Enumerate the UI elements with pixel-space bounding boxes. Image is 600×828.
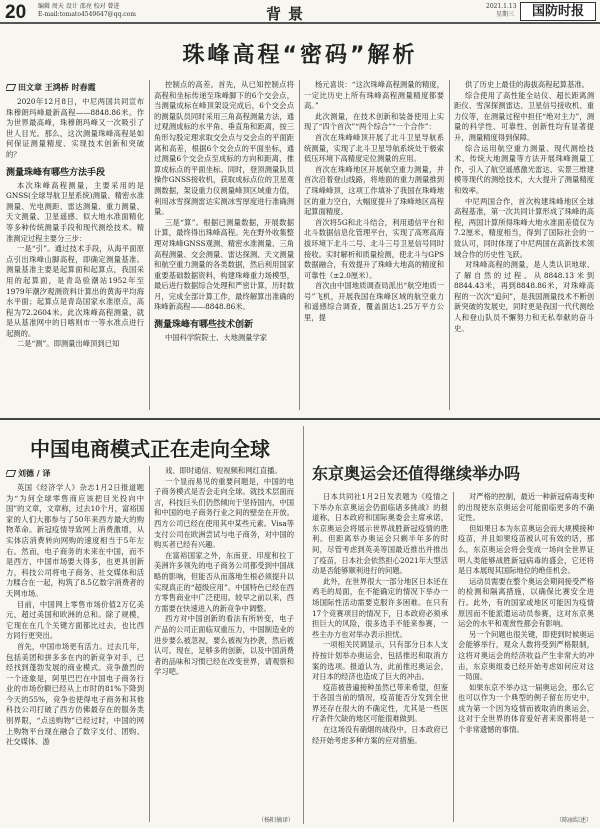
article1-column-2	[154, 80, 294, 412]
paragraph: 在这场没有硝烟的战役中，日本政府已经开始考虑多种方案的应对措施。	[312, 725, 448, 745]
column-divider	[449, 80, 450, 410]
article3-column-2	[458, 492, 594, 814]
paragraph: 另一个问题也很关键，即使到时候奥运会能够举行，观众人数将受到严格限制，这将对奥运会的经济收益产生非常大的冲击，东京奥组委已经开始考虑如何应对这一局面。	[458, 629, 594, 682]
pencil-icon	[6, 84, 16, 91]
paragraph: 2020年12月8日，中尼两国共同宣布珠穆朗玛峰最新高程——8848.86米。作为世界最高峰，珠穆朗玛峰又一次吸引了世人目光。那么，这次测量珠峰高程是如何保证测量精度、实现技术创新和突破的？	[6, 97, 144, 159]
article3-title: 东京奥运会还值得继续举办吗	[312, 464, 521, 483]
paragraph: 首次由中国地质调查局派出“航空地质一号”飞机，开展我国在珠峰区域的航空重力和遥感综合调查，覆盖面达1.25万平方公里，提	[304, 281, 444, 323]
paragraph: 综合运用航空重力测量、现代测绘技术、传统大地测量等方法开展珠峰测量工作，引入了航空遥感激光雷达、实景三维建模等现代的测绘技术，大大提升了测量精度和效率。	[454, 143, 594, 195]
newspaper-logo: 国防时报	[520, 2, 596, 21]
article1-column-4	[454, 80, 594, 412]
section-divider	[0, 418, 600, 420]
subheading: 测量珠峰有哪些方法手段	[6, 167, 106, 178]
paragraph: 戏、即时通信、短视频和网红直播。	[164, 466, 282, 475]
paragraph: 综合使用了高性能全站仪、超长距离测距仪、雪深探测雷达、卫星信号接收机、重力仪等，在测量过程中担任“绝对主力”，测量的科学性、可靠性、创新性均有显著提升，测量精度得到保障。	[454, 90, 594, 142]
article2-column-2	[154, 466, 294, 814]
paragraph: 本次珠峰高程测量，主要采用的是GNSS(全球导航卫星系统)测量、精密水准测量、光电测距、雷达测量、重力测量、天文测量、卫星遥感、似大地水准面精化等多种传统测量手段和现代测绘技术。精准测定过程主要分三步：	[6, 180, 144, 243]
paragraph: 目前，中国网上零售市场价值2万亿美元，超过美国和欧洲的总和。除了规模，它现在在几个关键方面都比过去，也比西方同行更突出。	[6, 599, 144, 641]
paragraph: 二是“测”。即测量出峰顶到已知	[16, 339, 120, 349]
paragraph: 中尼两国合作，首次构建珠峰地区全球高程基准，第一次共同计算形成了珠峰的高程，两国计算所得珠峰大地水准面差值仅为7.2厘米，精度相当，得到了国际社会的一致认可，同时体现了中尼两国在高新技术领域合作的历史性飞跃。	[454, 196, 594, 259]
editor-info: 编辑 周天 设计 邵亮 校对 曾进 E-mail:tomato4549647@qq.com	[38, 3, 136, 18]
paragraph: 日本共同社1月2日发表题为《疫情之下举办东京奥运会仍面临诸多挑战》的报道称，日本政府和国际奥委会主席承诺，东京奥运会将展示世界战胜新冠疫情的胜利。但距离举办奥运会只剩半年多的时间，尽管考虑到英美等国最近推出并推出了疫苗，日本社会依然担心2021年大型活动是否能够顺利进行的问题。	[312, 492, 448, 576]
paragraph: 对珠峰高程的测量，是人类认识地球、了解自然的过程。从8848.13米到8844.43米，再到8848.86米，对珠峰高程的一次次“追问”，是我国测量技术不断创新突破的发展史，同时更是我国一代代测绘人和登山队员不懈努力和无私奉献的奋斗史。	[454, 260, 594, 333]
article2-note: （杨阳摘译）	[258, 817, 295, 824]
paragraph: 首次在珠峰峰顶开展了北斗卫星导航系统测量，实现了北斗卫星导航系统处于极索低压环境下高精度定位测量的应用。	[304, 132, 444, 164]
article3-note: （陈丽综述）	[556, 817, 593, 824]
paragraph: 此次测量，在技术创新和装备使用上实现了“四个首次”“两个综合”“一个合作”：	[304, 111, 444, 132]
column-divider	[149, 80, 150, 410]
paragraph: 一是“引”。通过技术手段，从海平面原点引出珠峰山脚高程，即确定测量基准。测量基准主要是起算面和起算点，我国采用的起算面，是青岛验潮站1952年至1979年潮汐观测资料计算出的黄海平均海水平面；起算点是青岛国家水准原点，高程为72.2604米。此次珠峰高程测量，就是从基准网中的日喀则市一等水准点进行起测的。	[6, 244, 144, 338]
article-divider	[303, 426, 304, 824]
paragraph: 控制点的高差。首先，从已知控制点将高程和坐标传递至珠峰脚下的6个交会点，当测量成标在峰顶架设完成后，6个交会点的测量队员同时采用三角高程测量方法，通过观测成标的水平角、垂直角和距离，按三角形勾股定理求取交会点与交会点的平面距离和高差，根据6个交会点的平面坐标，通过测量6个交会点至成标的方向和距离，推算成标点的平面坐标。同时，登顶测量队员操作GNSS接收机，获取成标点位的卫星观测数据，架设重力仪测量峰顶区域重力值，利用冰雪探测雷达实测冰雪厚度进行准确测量。	[154, 80, 294, 217]
article3-column-1	[312, 492, 448, 824]
article1-title: 珠峰高程“密码”解析	[182, 43, 418, 68]
article1-column-3	[304, 80, 444, 412]
section-name: 背景	[266, 5, 311, 23]
page-number: 20	[5, 2, 27, 23]
page-header	[0, 0, 600, 24]
paragraph: 如果东京不举办这一届奥运会，那么它也可以作为一个典型的例子留在历史中，成为第一个因为疫情而被取消的奥运会，这对于全世界的体育爱好者来说都将是一个非常遗憾的事情。	[458, 682, 594, 735]
article1-column-1	[6, 80, 144, 412]
paragraph: 杨元喜说：“这次珠峰高程测量的精度，一定比历史上所有珠峰高程测量精度都要高。”	[304, 80, 444, 111]
paragraph: 一项相关民调显示，只有部分日本人支持按计划举办奥运会，包括推迟和取消方案的选项。报道认为，此前推迟奥运会，对日本的经济也造成了巨大的冲击。	[312, 640, 448, 682]
column-divider	[149, 466, 150, 822]
paragraph: 英国《经济学人》杂志1月2日报道题为“为何全球零售商应该把目光投向中国”的文章，文章称，过去10个月，富裕国家的人们大都参与了50年来西方最大的购物革命。新冠疫情导致网上消费激增，从实体店消费转向网购的速度相当于5年左右。然而，电子商务的未来在中国，而不是西方，中国市场要大得多，也更具创新力，科技公司将电子商务、社交媒体和活力糅合在一起，构筑了8.5亿数字消费者的天网市场。	[6, 483, 144, 598]
paragraph: 疫苗被普遍接种虽然已带来希望，但鉴于各国当前的情况，疫苗能否分发到全世界还存在很大的不确定性，尤其是一些医疗条件欠缺的地区可能很难做到。	[312, 682, 448, 724]
column-divider	[299, 80, 300, 410]
pencil-icon	[6, 470, 16, 477]
paragraph: 三是“算”。根据已测量数据，开展数据计算，最终得出珠峰高程。先在野外收集整理对珠峰GNSS观测、精密水准测量、三角高程测量、交会测量、雷达探测、天文测量和航空重力测量的各类数据，然后利用国家重要基础数据资料，构建珠峰重力场模型，最后进行数据综合处理和严密计算，历时数月，完成全部计算工作，最终解算出准确的珠峰新高程——8848.86米。	[154, 217, 294, 312]
paragraph: 中国科学院院士、大地测量学家	[164, 333, 268, 343]
paragraph: 但如果日本为东京奥运会而大规模接种疫苗，并且如果疫苗被认可有效的话，那么，东京奥运会将会变成一场向全世界证明人类能够战胜新冠病毒的盛会，它还将是日本展现其国际地位的绝佳机会。	[458, 523, 594, 576]
article2-byline: 刘德 / 译	[6, 468, 144, 479]
paragraph: 西方对中国创新的看法有所转变，电子产品的公司正面临双重压力，中国制造业的进步要么被忽视，要么被视为抄袭，然后被认可。现在，足够多的创新，以及中国消费者的品味和习惯已经在改变世界，请观察和学习吧。	[154, 614, 294, 677]
paragraph: 运动员需要在整个奥运会期间接受严格的检测和隔离措施，以确保比赛安全进行。此外，有的国家或地区可能因为疫情原因而不能派遣运动员参赛，这对东京奥运会的水平和观赏性都会有影响。	[458, 576, 594, 629]
paragraph: 首次在珠峰地区开展航空重力测量，并首次沿着登山线路，将地面的重力测量推到了珠峰峰顶，这项工作填补了我国在珠峰地区的重力空白，大幅度提升了珠峰地区高程起算面精度。	[304, 164, 444, 217]
issue-date: 2021.1.13 星期三	[486, 3, 517, 18]
article2-title: 中国电商模式正在走向全球	[30, 437, 270, 461]
paragraph: 一个显而易见的重要问题是，中国的电子商务模式是否会走向全球。就技术层面而言，科技巨头们仍然倾向于坚持国内，中国和中国的电子商务行业之间的壁垒在开放。西方公司已经在使用其中某些元素。Visa等支付公司在欧洲尝试与电子商务，对中国的购买者已经有兴趣。	[154, 476, 294, 550]
paragraph: 对严格的控制，最近一种新冠病毒变种的出现使东京奥运会可能面临更多的不确定性。	[458, 492, 594, 523]
column-divider	[453, 492, 454, 822]
article2-column-1	[6, 466, 144, 824]
article1-authors: 田文章 王鸿桥 时春霞	[6, 82, 144, 93]
paragraph: 首先，中国市场更有活力。过去几年，包括美团和拼多多在内的新竞争对手，已经找到蓬勃发展的商业模式。竞争激烈的一个迹象是，阿里巴巴在中国电子商务行业的市场份额已经从上市时的81%下降到今天的55%，竞争也使得电子商务和其他科技公司打破了西方仿佛最存在的服务类别界限，“点送购物”已经过时，中国的网上购物平台现在融合了数字支付、团购、社交媒体、游	[6, 641, 144, 747]
subheading: 测量珠峰有哪些技术创新	[154, 320, 254, 331]
paragraph: 此外，在世界很大一部分地区日本还在鸡毛的局面，在不能确定的情况下举办一场国际性活动需要克服许多困难。在只有17个竞赛项目的情况下，日本政府必须承担巨大的风险，很多选手不能来参赛，一些主办方也对举办表示担忧。	[312, 576, 448, 639]
paragraph: 首次将5G和北斗结合，利用通信平台和北斗数据信息化管理平台，实现了高寒高海拔环境下北斗二号、北斗三号卫星信号同时接收。实时解析和质量检测，使北斗与GPS数据融合，有效提升了珠峰大地高的精度和可靠性（±2.0厘米）。	[304, 217, 444, 280]
paragraph: 供了历史上最佳的海拔高程起算基准。	[464, 80, 589, 89]
paragraph: 在富裕国家之外，东南亚、印度和拉丁美洲许多领先的电子商务公司都受到中国战略的影响，但能否从而落地生根必须提升以实现真正的“超级应用”。中国特色已经在西方零售商业中广泛使用。较早之前以来，西方需要在快速进入的新竞争中调整。	[154, 550, 294, 613]
